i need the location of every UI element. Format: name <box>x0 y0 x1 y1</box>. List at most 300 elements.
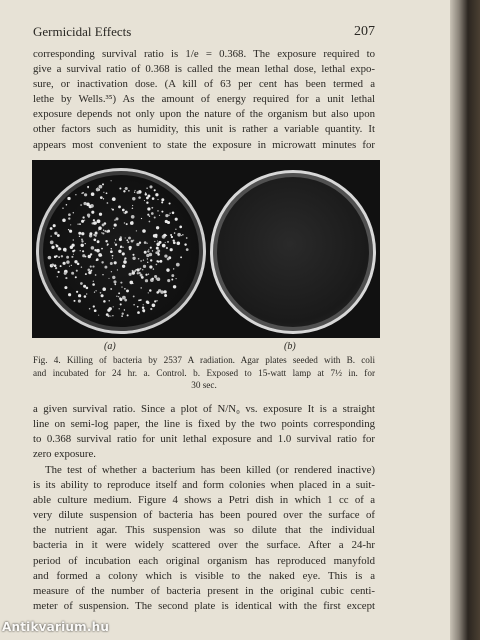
colony-dot <box>68 293 71 296</box>
colony-dot <box>146 197 149 200</box>
colony-dot <box>95 290 96 291</box>
colony-dot <box>101 248 103 250</box>
caption-line: 30 sec. <box>191 380 217 390</box>
page-header <box>33 24 375 42</box>
colony-dot <box>94 291 95 292</box>
colony-dot <box>98 315 99 316</box>
caption-line: and incubated for 24 hr. a. Control. b. Exposed to 15-watt lamp at 7½ in. for <box>33 367 375 378</box>
colony-dot <box>80 250 81 251</box>
colony-dot <box>156 264 158 266</box>
colony-dot <box>81 220 84 223</box>
colony-dot <box>120 246 122 248</box>
colony-dot <box>124 222 125 223</box>
colony-dot <box>93 281 94 282</box>
text-line: sure, or inactivation dose. (A kill of 63 per cent has been termed a <box>33 78 375 91</box>
colony-dot <box>75 276 77 278</box>
colony-dot <box>84 295 87 298</box>
colony-dot <box>87 268 90 271</box>
colony-dot <box>118 296 119 297</box>
colony-dot <box>156 243 160 247</box>
text-line: other factors such as humidity, this unit is rather a variable quantity. It <box>33 123 375 136</box>
colony-dot <box>101 261 103 263</box>
colony-dot <box>111 248 112 249</box>
colony-dot <box>132 254 134 256</box>
colony-dot <box>134 270 136 272</box>
colony-dot <box>136 230 137 231</box>
colony-dot <box>90 266 92 268</box>
colony-dot <box>135 269 136 270</box>
colony-dot <box>89 232 92 235</box>
colony-dot <box>99 213 102 216</box>
colony-dot <box>122 209 125 212</box>
colony-dot <box>80 244 83 247</box>
colony-dot <box>150 259 152 261</box>
colony-dot <box>170 248 173 251</box>
colony-dot <box>93 219 95 221</box>
colony-dot <box>69 230 72 233</box>
colony-dot <box>158 252 159 253</box>
colony-dot <box>99 185 103 189</box>
colony-dot <box>166 268 169 271</box>
colony-dot <box>107 315 109 317</box>
colony-dot <box>71 265 72 266</box>
colony-dot <box>55 232 57 234</box>
colony-dot <box>124 309 125 310</box>
colony-dot <box>137 268 140 271</box>
colony-dot <box>83 285 86 288</box>
colony-dot <box>94 309 97 312</box>
text-line: give a survival ratio of 0.368 is called the mean lethal dose, lethal expo- <box>33 63 375 76</box>
colony-dot <box>83 202 86 205</box>
colony-dot <box>164 254 167 257</box>
colony-dot <box>73 300 75 302</box>
colony-dot <box>72 273 74 275</box>
colony-dot <box>167 279 170 282</box>
paragraph-2 <box>33 402 375 462</box>
colony-dot <box>131 240 134 243</box>
colony-dot <box>111 271 112 272</box>
colony-dot <box>137 311 140 314</box>
colony-dot <box>91 211 94 214</box>
colony-dot <box>64 286 67 289</box>
colony-dot <box>149 265 152 268</box>
colony-dot <box>120 303 122 305</box>
colony-dot <box>133 240 134 241</box>
colony-dot <box>116 296 117 297</box>
colony-dot <box>140 287 142 289</box>
colony-dot <box>58 256 60 258</box>
colony-dot <box>112 276 115 279</box>
colony-dot <box>151 212 154 215</box>
colony-dot <box>63 248 67 252</box>
colony-dot <box>161 201 163 203</box>
colony-dot <box>119 308 120 309</box>
colony-dot <box>144 251 147 254</box>
colony-dot <box>102 183 104 185</box>
colony-dot <box>65 277 67 279</box>
text-line: able culture medium. Figure 4 shows a Petri dish in which 1 cc of a <box>33 494 375 507</box>
colony-dot <box>79 236 80 237</box>
text-line: bacteria in it were widely scattered over the surface. After a 24-hr <box>33 539 375 552</box>
colony-dot <box>132 197 135 200</box>
text-line: meter of suspension. The second plate is identical with the first except <box>33 599 375 612</box>
page-number: 207 <box>354 24 375 39</box>
colony-dot <box>57 234 60 237</box>
colony-dot <box>73 254 74 255</box>
colony-dot <box>147 214 149 216</box>
colony-dot <box>110 288 112 290</box>
colony-dot <box>140 274 143 277</box>
colony-dot <box>117 269 118 270</box>
colony-dot <box>152 250 153 251</box>
colony-dot <box>60 248 62 250</box>
colony-dot <box>87 214 90 217</box>
colony-dot <box>123 190 125 192</box>
colony-dot <box>177 242 181 246</box>
colony-dot <box>103 300 106 303</box>
colony-dot <box>155 234 158 237</box>
colony-dot <box>101 294 104 297</box>
colony-dot <box>155 193 158 196</box>
colony-dot <box>139 242 141 244</box>
colony-dot <box>87 186 89 188</box>
colony-dot <box>133 295 135 297</box>
colony-dot <box>170 234 172 236</box>
colony-dot <box>122 265 125 268</box>
colony-dot <box>54 264 57 267</box>
colony-dot <box>164 294 167 297</box>
colony-dot <box>175 278 176 279</box>
colony-dot <box>91 204 94 207</box>
petri-dish-exposed <box>210 170 376 334</box>
colony-dot <box>127 314 129 316</box>
colony-dot <box>129 281 133 285</box>
colony-dot <box>116 217 119 220</box>
colony-dot <box>82 250 84 252</box>
colony-dot <box>125 237 126 238</box>
colony-dot <box>126 239 128 241</box>
colony-dot <box>57 271 59 273</box>
colony-dot <box>118 206 121 209</box>
colony-dot <box>71 256 73 258</box>
text-line: appears most convenient to state the exposure in microwatt minutes for <box>33 138 375 151</box>
colony-dot <box>150 308 152 310</box>
colony-dot <box>102 232 104 234</box>
colony-dot <box>173 285 176 288</box>
colony-dot <box>173 268 174 269</box>
text-line: is its ability to reproduce itself and form colonies when placed in a suit- <box>33 479 375 492</box>
colony-dot <box>148 249 149 250</box>
colony-dot <box>77 223 78 224</box>
colony-dot <box>118 292 120 294</box>
colony-dot <box>144 241 147 244</box>
colony-dot <box>165 242 166 243</box>
colony-dot <box>113 280 116 283</box>
colony-dot <box>172 212 175 215</box>
colony-dot <box>128 237 131 240</box>
colony-dot <box>175 218 178 221</box>
colony-dot <box>124 288 126 290</box>
text-line: exposure depends not only upon the nature of the organism but also upon <box>33 108 375 121</box>
colony-dot <box>163 290 166 293</box>
text-line: zero exposure. <box>33 448 96 461</box>
colony-dot <box>145 192 146 193</box>
colony-dot <box>70 224 71 225</box>
colony-dot <box>146 243 147 244</box>
bacterial-colonies <box>39 171 203 331</box>
colony-dot <box>50 241 54 245</box>
colony-dot <box>62 219 66 223</box>
colony-dot <box>81 240 83 242</box>
colony-dot <box>114 284 116 286</box>
colony-dot <box>174 232 176 234</box>
colony-dot <box>122 247 123 248</box>
colony-dot <box>63 262 66 265</box>
colony-dot <box>100 196 103 199</box>
text-line: line on semi-log paper, the line is fixed by the two points corresponding <box>33 418 375 431</box>
colony-dot <box>61 255 63 257</box>
panel-label-a: (a) <box>104 341 116 352</box>
colony-dot <box>181 235 182 236</box>
running-title: Germicidal Effects <box>33 24 132 39</box>
colony-dot <box>129 246 132 249</box>
colony-dot <box>122 252 125 255</box>
colony-dot <box>159 260 162 263</box>
text-line: corresponding survival ratio is 1/e = 0.368. The exposure required to <box>33 48 375 60</box>
colony-dot <box>68 213 71 216</box>
colony-dot <box>111 180 112 181</box>
colony-dot <box>79 223 81 225</box>
colony-dot <box>154 300 156 302</box>
colony-dot <box>145 279 148 282</box>
colony-dot <box>139 299 141 301</box>
text-line: to 0.368 survival ratio for unit lethal exposure and 1.0 survival ratio for <box>33 433 375 446</box>
colony-dot <box>92 283 95 286</box>
colony-dot <box>88 255 91 258</box>
colony-dot <box>102 287 106 291</box>
colony-dot <box>86 293 87 294</box>
colony-dot <box>102 223 105 226</box>
colony-dot <box>163 234 166 237</box>
colony-dot <box>73 212 74 213</box>
colony-dot <box>86 287 89 290</box>
colony-dot <box>84 220 85 221</box>
colony-dot <box>76 270 78 272</box>
colony-dot <box>68 217 70 219</box>
colony-dot <box>69 266 70 267</box>
colony-dot <box>85 273 87 275</box>
colony-dot <box>55 267 57 269</box>
colony-dot <box>153 268 154 269</box>
colony-dot <box>142 229 146 233</box>
colony-dot <box>167 221 170 224</box>
colony-dot <box>156 247 159 250</box>
colony-dot <box>146 254 149 257</box>
colony-dot <box>173 239 175 241</box>
colony-dot <box>132 271 135 274</box>
colony-dot <box>126 289 129 292</box>
colony-dot <box>151 278 153 280</box>
colony-dot <box>81 266 82 267</box>
colony-dot <box>138 258 140 260</box>
colony-dot <box>149 185 152 188</box>
colony-dot <box>105 240 107 242</box>
colony-dot <box>146 187 147 188</box>
colony-dot <box>96 233 98 235</box>
colony-dot <box>56 245 58 247</box>
colony-dot <box>173 241 176 244</box>
colony-dot <box>131 215 135 219</box>
colony-dot <box>127 241 129 243</box>
text-line: lethe by Wells.³⁵) As the amount of energy required for a unit lethal <box>33 93 375 106</box>
colony-dot <box>125 213 126 214</box>
colony-dot <box>93 238 96 241</box>
colony-dot <box>95 235 97 237</box>
colony-dot <box>51 263 54 266</box>
colony-dot <box>118 250 121 253</box>
colony-dot <box>114 261 117 264</box>
colony-dot <box>62 208 63 209</box>
colony-dot <box>73 249 75 251</box>
colony-dot <box>93 305 95 307</box>
colony-dot <box>112 197 116 201</box>
colony-dot <box>156 291 159 294</box>
colony-dot <box>165 214 168 217</box>
colony-dot <box>76 291 78 293</box>
colony-dot <box>64 272 67 275</box>
colony-dot <box>171 279 173 281</box>
colony-dot <box>129 273 132 276</box>
colony-dot <box>120 282 122 284</box>
text-line: very dilute suspension of bacteria has been poured over the surface of <box>33 509 375 522</box>
colony-dot <box>96 249 100 253</box>
colony-dot <box>149 216 150 217</box>
colony-dot <box>107 230 110 233</box>
colony-dot <box>112 258 113 259</box>
colony-dot <box>135 190 136 191</box>
colony-dot <box>138 196 141 199</box>
colony-dot <box>114 224 117 227</box>
colony-dot <box>85 243 86 244</box>
colony-dot <box>78 232 81 235</box>
colony-dot <box>75 194 76 195</box>
colony-dot <box>157 210 158 211</box>
colony-dot <box>159 215 160 216</box>
colony-dot <box>152 303 156 307</box>
text-line: the nutrient agar. This suspension was so dilute that the individual <box>33 524 375 537</box>
colony-dot <box>139 268 141 270</box>
colony-dot <box>81 232 84 235</box>
colony-dot <box>169 202 171 204</box>
colony-dot <box>51 246 54 249</box>
colony-dot <box>143 259 144 260</box>
colony-dot <box>82 216 84 218</box>
colony-dot <box>142 309 145 312</box>
colony-dot <box>81 239 83 241</box>
colony-dot <box>170 213 171 214</box>
colony-dot <box>85 256 87 258</box>
colony-dot <box>80 282 83 285</box>
colony-dot <box>60 265 62 267</box>
colony-dot <box>115 244 117 246</box>
colony-dot <box>109 300 110 301</box>
colony-dot <box>66 260 70 264</box>
colony-dot <box>107 244 108 245</box>
panel-label-b: (b) <box>284 341 296 352</box>
colony-dot <box>112 209 114 211</box>
colony-dot <box>152 197 155 200</box>
colony-dot <box>122 313 124 315</box>
colony-dot <box>114 242 115 243</box>
colony-dot <box>123 212 124 213</box>
colony-dot <box>128 190 130 192</box>
colony-dot <box>115 239 116 240</box>
colony-dot <box>146 300 149 303</box>
colony-dot <box>113 306 114 307</box>
colony-dot <box>171 236 173 238</box>
colony-dot <box>154 216 156 218</box>
colony-dot <box>147 207 150 210</box>
colony-dot <box>107 309 110 312</box>
colony-dot <box>132 208 133 209</box>
colony-dot <box>149 289 152 292</box>
colony-dot <box>71 244 74 247</box>
colony-dot <box>112 255 114 257</box>
colony-dot <box>147 262 148 263</box>
colony-dot <box>150 247 152 249</box>
colony-dot <box>119 187 121 189</box>
colony-dot <box>107 202 109 204</box>
colony-dot <box>145 274 147 276</box>
watermark: Antikvarium.hu <box>2 620 110 634</box>
colony-dot <box>137 306 139 308</box>
colony-dot <box>57 276 58 277</box>
colony-dot <box>119 238 122 241</box>
petri-dish-control <box>36 168 206 334</box>
colony-dot <box>113 228 114 229</box>
colony-dot <box>53 224 56 227</box>
colony-dot <box>168 215 169 216</box>
text-line: period of incubation each original organism has reproduced manyfold <box>33 554 375 567</box>
colony-dot <box>126 223 128 225</box>
colony-dot <box>141 218 142 219</box>
colony-dot <box>81 193 83 195</box>
colony-dot <box>78 300 81 303</box>
colony-dot <box>149 221 151 223</box>
colony-dot <box>186 237 188 239</box>
colony-dot <box>132 257 135 260</box>
colony-dot <box>146 202 148 204</box>
colony-dot <box>121 286 122 287</box>
colony-dot <box>179 226 182 229</box>
petri-dish-photo <box>32 160 380 338</box>
colony-dot <box>50 227 53 230</box>
colony-dot <box>73 239 74 240</box>
colony-dot <box>157 240 158 241</box>
figure-caption <box>33 354 375 392</box>
colony-dot <box>103 230 104 231</box>
colony-dot <box>184 243 186 245</box>
colony-dot <box>95 274 97 276</box>
colony-dot <box>175 229 176 230</box>
top-paragraph <box>33 47 375 153</box>
colony-dot <box>102 274 103 275</box>
colony-dot <box>48 256 52 260</box>
colony-dot <box>166 247 168 249</box>
colony-dot <box>123 260 127 264</box>
colony-dot <box>133 304 135 306</box>
colony-dot <box>77 263 80 266</box>
